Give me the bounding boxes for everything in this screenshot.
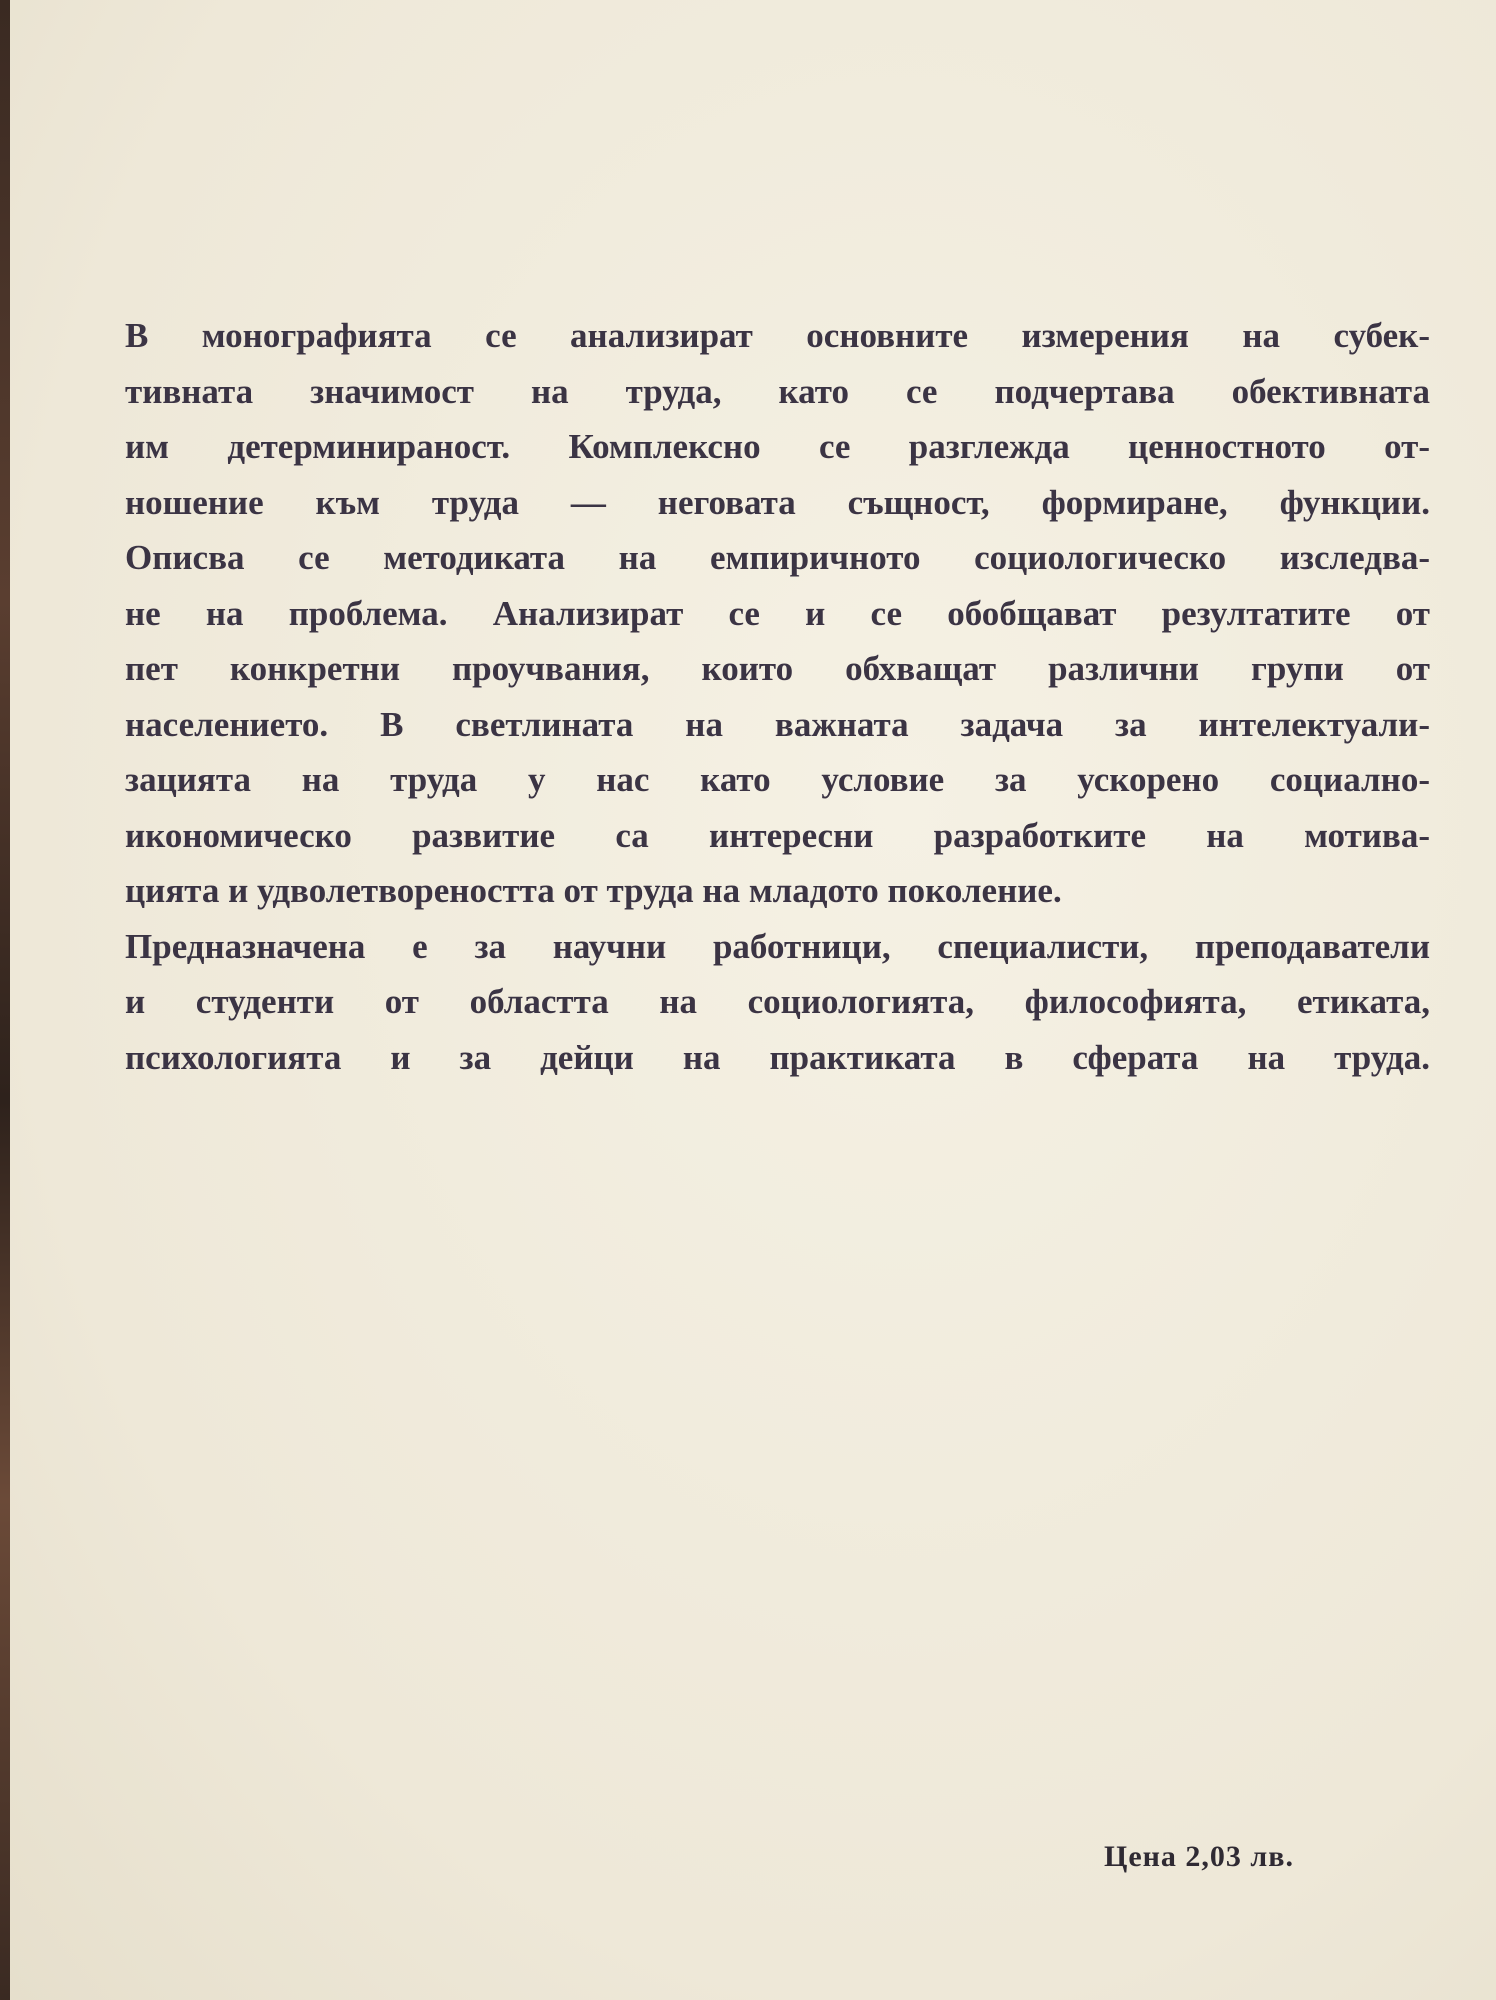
blurb-text <box>125 308 1430 1085</box>
blurb-line: психологията и за дейци на практиката в сферата на труда. <box>125 1037 1430 1077</box>
blurb-line: и студенти от областта на социологията, философията, етиката, <box>125 982 1430 1021</box>
blurb-line: не на проблема. Анализират се и се обобщават резултатите от <box>125 593 1430 633</box>
book-back-cover <box>10 0 1496 2000</box>
blurb-line: Описва се методиката на емпиричното социологическо изследва- <box>125 538 1430 577</box>
blurb-line: В монографията се анализират основните измерения на субек- <box>125 316 1430 355</box>
blurb-line: пет конкретни проучвания, които обхващат различни групи от <box>125 649 1430 688</box>
blurb-line: населението. В светлината на важната задача за интелектуали- <box>125 704 1430 744</box>
blurb-line: Предназначена е за научни работници, специалисти, преподаватели <box>125 926 1430 966</box>
blurb-line: цията и удволетвореността от труда на младото поколение. <box>125 871 1062 910</box>
blurb-line: тивната значимост на труда, като се подчертава обективната <box>125 371 1430 411</box>
blurb-line: икономическо развитие са интересни разработките на мотива- <box>125 815 1430 855</box>
price-label: Цена 2,03 лв. <box>1104 1840 1294 1873</box>
blurb-line: ношение към труда — неговата същност, формиране, функции. <box>125 482 1430 522</box>
blurb-line: зацията на труда у нас като условие за ускорено социално- <box>125 760 1430 799</box>
blurb-line: им детерминираност. Комплексно се разглежда ценностното от- <box>125 427 1430 466</box>
